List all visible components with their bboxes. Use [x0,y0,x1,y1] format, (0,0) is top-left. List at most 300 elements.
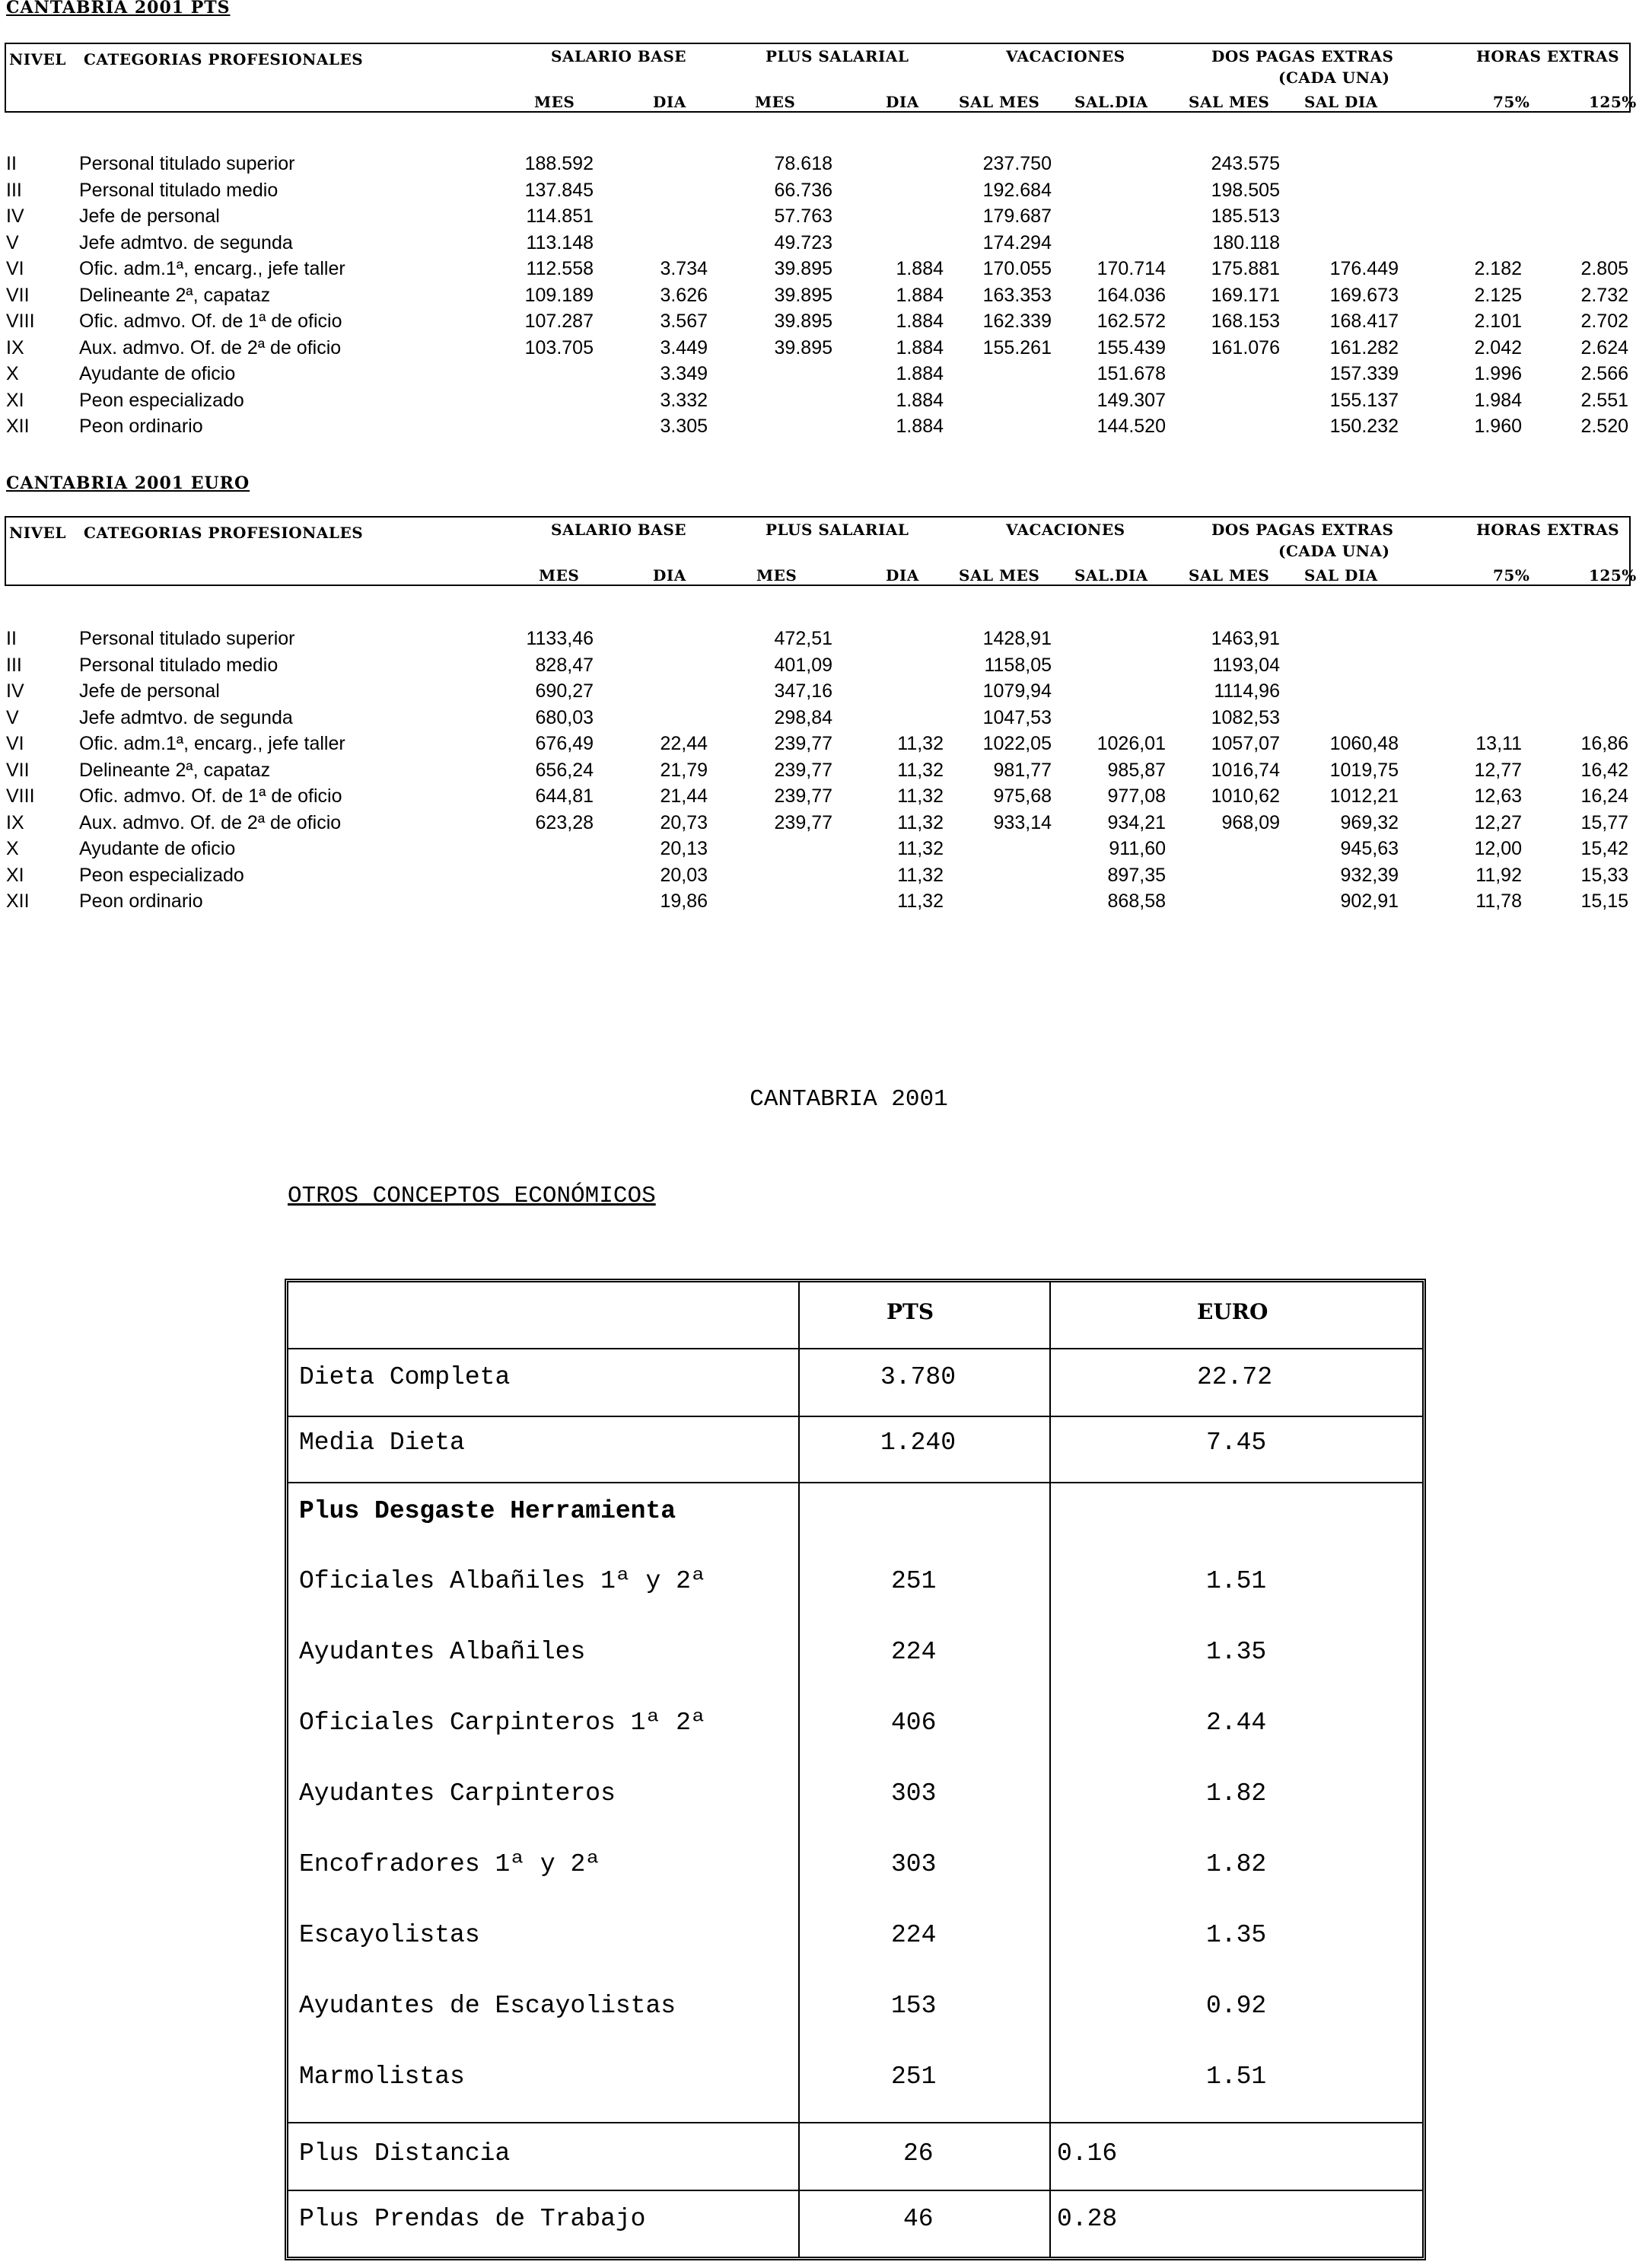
header-horas-extras: HORAS EXTRAS [1476,521,1620,539]
pagas-sal-mes-cell: 1057,07 [1211,733,1280,754]
row-divider [288,2122,1422,2123]
row-label: Ayudantes Carpinteros [299,1779,616,1808]
horas-125-cell: 2.732 [1580,284,1628,306]
euro-value: 1.51 [1206,1567,1267,1595]
salario-dia-cell: 3.626 [660,284,708,306]
categoria-cell: Ofic. adm.1ª, encarg., jefe taller [79,733,345,754]
salario-dia-cell: 20,03 [660,864,708,886]
vacaciones-sal-mes-cell: 1428,91 [982,628,1052,649]
vacaciones-sal-mes-cell: 163.353 [982,284,1052,306]
euro-value: 1.51 [1206,2063,1267,2091]
plus-dia-cell: 1.884 [896,311,944,332]
row-divider [288,1416,1422,1417]
euro-value: 1.35 [1206,1638,1267,1666]
horas-125-cell: 2.702 [1580,311,1628,332]
pagas-sal-dia-cell: 1012,21 [1329,785,1399,807]
plus-dia-cell: 1.884 [896,389,944,411]
otros-conceptos-table [285,1279,1426,2260]
nivel-cell: X [6,838,19,859]
plus-mes-cell: 39.895 [774,258,832,279]
horas-75-cell: 1.960 [1474,416,1522,437]
header-categorias: CATEGORIAS PROFESIONALES [84,524,364,542]
salario-mes-cell: 644,81 [535,785,594,807]
pagas-sal-mes-cell: 175.881 [1211,258,1280,279]
salario-mes-cell: 107.287 [524,311,594,332]
plus-dia-cell: 1.884 [896,416,944,437]
sub-header-dia: DIA [653,93,686,111]
pagas-sal-mes-cell: 1114,96 [1214,680,1280,702]
sub-header-sal-mes: SAL MES [959,566,1040,585]
plus-mes-cell: 66.736 [774,179,832,201]
row-label: Encofradores 1ª y 2ª [299,1850,601,1878]
pts-table-body [0,151,1652,440]
sub-header-125: 125% [1589,566,1637,585]
nivel-cell: VI [6,733,24,754]
nivel-cell: VIII [6,785,35,807]
plus-dia-cell: 1.884 [896,284,944,306]
salario-dia-cell: 3.449 [660,336,708,358]
sub-header-mes: MES [755,93,796,111]
header-dos-pagas: DOS PAGAS EXTRAS [1211,521,1394,539]
categoria-cell: Ayudante de oficio [79,363,236,384]
row-label: Media Dieta [299,1429,465,1457]
nivel-cell: XII [6,890,30,912]
vacaciones-sal-mes-cell: 975,68 [993,785,1052,807]
salario-mes-cell: 188.592 [524,153,594,174]
euro-value: 0.16 [1057,2139,1118,2168]
sub-header-sal-dia: SAL.DIA [1074,93,1148,111]
nivel-cell: III [6,654,22,676]
vacaciones-sal-mes-cell: 981,77 [993,759,1052,781]
horas-75-cell: 12,77 [1474,759,1522,781]
nivel-cell: IV [6,205,24,227]
salario-dia-cell: 3.734 [660,258,708,279]
sub-header-125: 125% [1589,93,1637,111]
salario-dia-cell: 21,44 [660,785,708,807]
horas-75-cell: 1.984 [1474,389,1522,411]
categoria-cell: Delineante 2ª, capataz [79,284,271,306]
vacaciones-sal-mes-cell: 162.339 [982,311,1052,332]
row-label: Escayolistas [299,1921,480,1949]
table-row [0,705,1652,731]
pagas-sal-dia-cell: 161.282 [1329,336,1399,358]
vacaciones-sal-dia-cell: 149.307 [1097,389,1166,411]
vacaciones-sal-mes-cell: 170.055 [982,258,1052,279]
sub-header-dia: DIA [886,566,919,585]
header-nivel: NIVEL [9,524,66,542]
nivel-cell: VIII [6,311,35,332]
plus-mes-cell: 39.895 [774,311,832,332]
vacaciones-sal-dia-cell: 897,35 [1107,864,1166,886]
plus-dia-cell: 11,32 [897,733,944,754]
nivel-cell: III [6,179,22,201]
salario-mes-cell: 103.705 [524,336,594,358]
pagas-sal-mes-cell: 161.076 [1211,336,1280,358]
pts-value: 46 [903,2205,934,2233]
vacaciones-sal-mes-cell: 155.261 [982,336,1052,358]
salario-dia-cell: 22,44 [660,733,708,754]
vacaciones-sal-mes-cell: 179.687 [982,205,1052,227]
row-label: Oficiales Albañiles 1ª y 2ª [299,1567,706,1595]
pagas-sal-mes-cell: 180.118 [1212,231,1280,253]
vacaciones-sal-mes-cell: 1079,94 [982,680,1052,702]
table-row [0,335,1652,362]
euro-value: 0.28 [1057,2205,1118,2233]
plus-mes-cell: 472,51 [774,628,832,649]
categoria-cell: Personal titulado superior [79,153,295,174]
salario-dia-cell: 19,86 [660,890,708,912]
categoria-cell: Peon ordinario [79,416,203,437]
nivel-cell: II [6,153,17,174]
plus-dia-cell: 1.884 [896,336,944,358]
plus-mes-cell: 39.895 [774,336,832,358]
euro-value: 1.35 [1206,1921,1267,1949]
pagas-sal-mes-cell: 185.513 [1211,205,1280,227]
sub-header-75: 75% [1493,566,1530,585]
horas-75-cell: 12,27 [1474,811,1522,833]
vacaciones-sal-dia-cell: 162.572 [1097,311,1166,332]
table-row [0,308,1652,335]
pagas-sal-mes-cell: 1082,53 [1211,706,1280,728]
pts-value: 26 [903,2139,934,2168]
salario-dia-cell: 20,13 [660,838,708,859]
categoria-cell: Ofic. adm.1ª, encarg., jefe taller [79,258,345,279]
salario-dia-cell: 21,79 [660,759,708,781]
vacaciones-sal-dia-cell: 164.036 [1097,284,1166,306]
pagas-sal-mes-cell: 1016,74 [1211,759,1280,781]
plus-dia-cell: 11,32 [897,890,944,912]
pagas-sal-dia-cell: 945,63 [1340,838,1399,859]
row-label: Ayudantes Albañiles [299,1638,586,1666]
header-salario-base: SALARIO BASE [551,47,687,65]
sub-header-sal-mes: SAL MES [1189,93,1270,111]
header-plus-salarial: PLUS SALARIAL [766,47,909,65]
sub-header-dia: DIA [653,566,686,585]
plus-dia-cell: 1.884 [896,363,944,384]
table-row [0,151,1652,177]
categoria-cell: Jefe admtvo. de segunda [79,231,293,253]
vacaciones-sal-dia-cell: 155.439 [1097,336,1166,358]
pagas-sal-mes-cell: 1463,91 [1211,628,1280,649]
horas-125-cell: 16,24 [1580,785,1628,807]
categoria-cell: Jefe de personal [79,205,220,227]
horas-75-cell: 12,63 [1474,785,1522,807]
pagas-sal-dia-cell: 969,32 [1340,811,1399,833]
pts-value: 303 [891,1779,937,1808]
horas-75-cell: 2.101 [1474,311,1522,332]
horas-75-cell: 11,92 [1475,864,1522,886]
pagas-sal-dia-cell: 157.339 [1329,363,1399,384]
plus-mes-cell: 78.618 [774,153,832,174]
table-row [0,361,1652,387]
nivel-cell: V [6,231,19,253]
pagas-sal-dia-cell: 1060,48 [1329,733,1399,754]
sub-header-mes: MES [534,93,575,111]
table-row [0,282,1652,309]
salario-mes-cell: 676,49 [535,733,594,754]
salario-mes-cell: 656,24 [535,759,594,781]
table-row [0,626,1652,652]
column-divider [798,1282,800,2257]
salario-mes-cell: 112.558 [526,258,594,279]
sub-header-sal-dia: SAL DIA [1304,93,1378,111]
vacaciones-sal-dia-cell: 985,87 [1107,759,1166,781]
plus-mes-cell: 239,77 [774,733,832,754]
pts-value: 251 [891,1567,937,1595]
vacaciones-sal-mes-cell: 933,14 [993,811,1052,833]
nivel-cell: II [6,628,17,649]
salario-mes-cell: 828,47 [535,654,594,676]
pagas-sal-mes-cell: 168.153 [1211,311,1280,332]
plus-mes-cell: 49.723 [774,231,832,253]
categoria-cell: Peon especializado [79,864,244,886]
pagas-sal-mes-cell: 1010,62 [1211,785,1280,807]
pts-value: 224 [891,1921,937,1949]
pagas-sal-mes-cell: 1193,04 [1212,654,1280,676]
horas-125-cell: 2.566 [1580,363,1628,384]
nivel-cell: XI [6,389,24,411]
horas-125-cell: 16,42 [1580,759,1628,781]
pagas-sal-mes-cell: 243.575 [1211,153,1280,174]
pts-value: 224 [891,1638,937,1666]
salario-mes-cell: 109.189 [524,284,594,306]
table-row [0,757,1652,784]
pagas-sal-dia-cell: 150.232 [1329,416,1399,437]
pagas-sal-mes-cell: 968,09 [1221,811,1280,833]
column-header-pts: PTS [886,1299,934,1324]
vacaciones-sal-dia-cell: 911,60 [1109,838,1166,859]
sub-header-mes: MES [756,566,797,585]
table-row [0,783,1652,810]
table-row [0,203,1652,230]
header-nivel: NIVEL [9,50,66,68]
sub-header-sal-dia: SAL.DIA [1074,566,1148,585]
otros-conceptos-title: OTROS CONCEPTOS ECONÓMICOS [288,1183,656,1209]
categoria-cell: Personal titulado medio [79,179,279,201]
pts-value: 3.780 [880,1363,957,1391]
horas-125-cell: 2.624 [1580,336,1628,358]
plus-desgaste-label: Plus Desgaste Herramienta [299,1497,676,1525]
header-dos-pagas: DOS PAGAS EXTRAS [1211,47,1394,65]
pts-table-title: CANTABRIA 2001 PTS [6,0,231,18]
sub-header-mes: MES [539,566,580,585]
horas-75-cell: 11,78 [1475,890,1522,912]
header-vacaciones: VACACIONES [1006,521,1125,539]
categoria-cell: Ayudante de oficio [79,838,236,859]
salario-mes-cell: 623,28 [535,811,594,833]
header-cada-una: (CADA UNA) [1278,542,1390,560]
plus-mes-cell: 39.895 [774,284,832,306]
horas-125-cell: 2.551 [1580,389,1628,411]
vacaciones-sal-dia-cell: 151.678 [1097,363,1166,384]
euro-value: 7.45 [1206,1429,1267,1457]
nivel-cell: XII [6,416,30,437]
sub-header-75: 75% [1493,93,1530,111]
horas-75-cell: 2.125 [1474,284,1522,306]
table-row [0,862,1652,889]
header-categorias: CATEGORIAS PROFESIONALES [84,50,364,68]
nivel-cell: VII [6,759,30,781]
pagas-sal-dia-cell: 168.417 [1329,311,1399,332]
table-row [0,256,1652,282]
table-row [0,810,1652,836]
vacaciones-sal-mes-cell: 1047,53 [982,706,1052,728]
salario-dia-cell: 3.349 [660,363,708,384]
nivel-cell: IX [6,811,24,833]
euro-value: 1.82 [1206,1779,1267,1808]
column-divider [1049,1282,1051,2257]
salario-mes-cell: 137.845 [524,179,594,201]
header-vacaciones: VACACIONES [1006,47,1125,65]
row-label: Oficiales Carpinteros 1ª 2ª [299,1709,706,1737]
plus-mes-cell: 401,09 [774,654,832,676]
horas-125-cell: 2.805 [1580,258,1628,279]
pts-table-header [5,43,1637,113]
pts-value: 406 [891,1709,937,1737]
pagas-sal-dia-cell: 932,39 [1340,864,1399,886]
plus-mes-cell: 239,77 [774,759,832,781]
pagas-sal-dia-cell: 169.673 [1329,284,1399,306]
nivel-cell: IX [6,336,24,358]
nivel-cell: VI [6,258,24,279]
horas-125-cell: 15,33 [1580,864,1628,886]
table-row [0,678,1652,705]
vacaciones-sal-dia-cell: 868,58 [1107,890,1166,912]
plus-dia-cell: 11,32 [897,759,944,781]
header-plus-salarial: PLUS SALARIAL [766,521,909,539]
vacaciones-sal-dia-cell: 977,08 [1107,785,1166,807]
vacaciones-sal-mes-cell: 1022,05 [982,733,1052,754]
vacaciones-sal-dia-cell: 170.714 [1097,258,1166,279]
salario-mes-cell: 680,03 [535,706,594,728]
table-row [0,387,1652,414]
categoria-cell: Ofic. admvo. Of. de 1ª de oficio [79,785,342,807]
horas-75-cell: 2.042 [1474,336,1522,358]
categoria-cell: Ofic. admvo. Of. de 1ª de oficio [79,311,342,332]
row-label: Dieta Completa [299,1363,511,1391]
table-row [0,888,1652,915]
plus-mes-cell: 239,77 [774,785,832,807]
plus-mes-cell: 57.763 [774,205,832,227]
horas-75-cell: 12,00 [1474,838,1522,859]
header-cada-una: (CADA UNA) [1278,68,1390,87]
table-row [0,731,1652,757]
salario-mes-cell: 690,27 [535,680,594,702]
plus-mes-cell: 239,77 [774,811,832,833]
pts-value: 251 [891,2063,937,2091]
euro-value: 0.92 [1206,1992,1267,2020]
vacaciones-sal-dia-cell: 144.520 [1097,416,1166,437]
row-divider [288,2190,1422,2191]
categoria-cell: Personal titulado superior [79,628,295,649]
horas-125-cell: 2.520 [1580,416,1628,437]
vacaciones-sal-mes-cell: 237.750 [982,153,1052,174]
pts-value: 153 [891,1992,937,2020]
salario-mes-cell: 1133,46 [526,628,594,649]
horas-125-cell: 15,15 [1580,890,1628,912]
header-horas-extras: HORAS EXTRAS [1476,47,1620,65]
sub-header-sal-mes: SAL MES [959,93,1040,111]
categoria-cell: Aux. admvo. Of. de 2ª de oficio [79,811,342,833]
horas-125-cell: 15,77 [1580,811,1628,833]
plus-dia-cell: 11,32 [897,811,944,833]
sub-header-sal-dia: SAL DIA [1304,566,1378,585]
table-row [0,230,1652,256]
horas-75-cell: 1.996 [1474,363,1522,384]
nivel-cell: V [6,706,19,728]
table-row [0,652,1652,679]
row-divider [288,1482,1422,1483]
sub-header-sal-mes: SAL MES [1189,566,1270,585]
pagas-sal-mes-cell: 198.505 [1211,179,1280,201]
row-label: Ayudantes de Escayolistas [299,1992,676,2020]
categoria-cell: Aux. admvo. Of. de 2ª de oficio [79,336,342,358]
horas-75-cell: 2.182 [1474,258,1522,279]
categoria-cell: Peon ordinario [79,890,203,912]
row-label: Plus Distancia [299,2139,511,2168]
pagas-sal-mes-cell: 169.171 [1211,284,1280,306]
categoria-cell: Delineante 2ª, capataz [79,759,271,781]
salario-dia-cell: 3.567 [660,311,708,332]
salario-dia-cell: 3.305 [660,416,708,437]
column-header-euro: EURO [1197,1299,1268,1324]
pagas-sal-dia-cell: 1019,75 [1329,759,1399,781]
categoria-cell: Jefe de personal [79,680,220,702]
plus-dia-cell: 11,32 [897,864,944,886]
vacaciones-sal-mes-cell: 174.294 [982,231,1052,253]
salario-dia-cell: 3.332 [660,389,708,411]
plus-mes-cell: 347,16 [774,680,832,702]
euro-table-body [0,626,1652,915]
plus-dia-cell: 11,32 [897,785,944,807]
euro-value: 1.82 [1206,1850,1267,1878]
table-row [0,177,1652,204]
header-salario-base: SALARIO BASE [551,521,687,539]
plus-dia-cell: 11,32 [897,838,944,859]
vacaciones-sal-mes-cell: 192.684 [982,179,1052,201]
euro-value: 22.72 [1197,1363,1273,1391]
categoria-cell: Peon especializado [79,389,244,411]
nivel-cell: VII [6,284,30,306]
euro-table-title: CANTABRIA 2001 EURO [6,473,250,493]
table-row [0,413,1652,440]
euro-value: 2.44 [1206,1709,1267,1737]
horas-125-cell: 16,86 [1580,733,1628,754]
pts-value: 303 [891,1850,937,1878]
row-divider [288,1348,1422,1349]
vacaciones-sal-dia-cell: 1026,01 [1097,733,1166,754]
row-label: Plus Prendas de Trabajo [299,2205,646,2233]
salario-mes-cell: 114.851 [526,205,594,227]
plus-mes-cell: 298,84 [774,706,832,728]
categoria-cell: Jefe admtvo. de segunda [79,706,293,728]
sub-header-dia: DIA [886,93,919,111]
categoria-cell: Personal titulado medio [79,654,279,676]
pts-value: 1.240 [880,1429,957,1457]
nivel-cell: IV [6,680,24,702]
table-row [0,836,1652,862]
plus-dia-cell: 1.884 [896,258,944,279]
horas-75-cell: 13,11 [1475,733,1522,754]
vacaciones-sal-mes-cell: 1158,05 [984,654,1052,676]
pagas-sal-dia-cell: 155.137 [1329,389,1399,411]
horas-125-cell: 15,42 [1580,838,1628,859]
nivel-cell: XI [6,864,24,886]
page-title: CANTABRIA 2001 [750,1086,948,1113]
pagas-sal-dia-cell: 176.449 [1329,258,1399,279]
vacaciones-sal-dia-cell: 934,21 [1107,811,1166,833]
euro-table-header [5,516,1637,586]
